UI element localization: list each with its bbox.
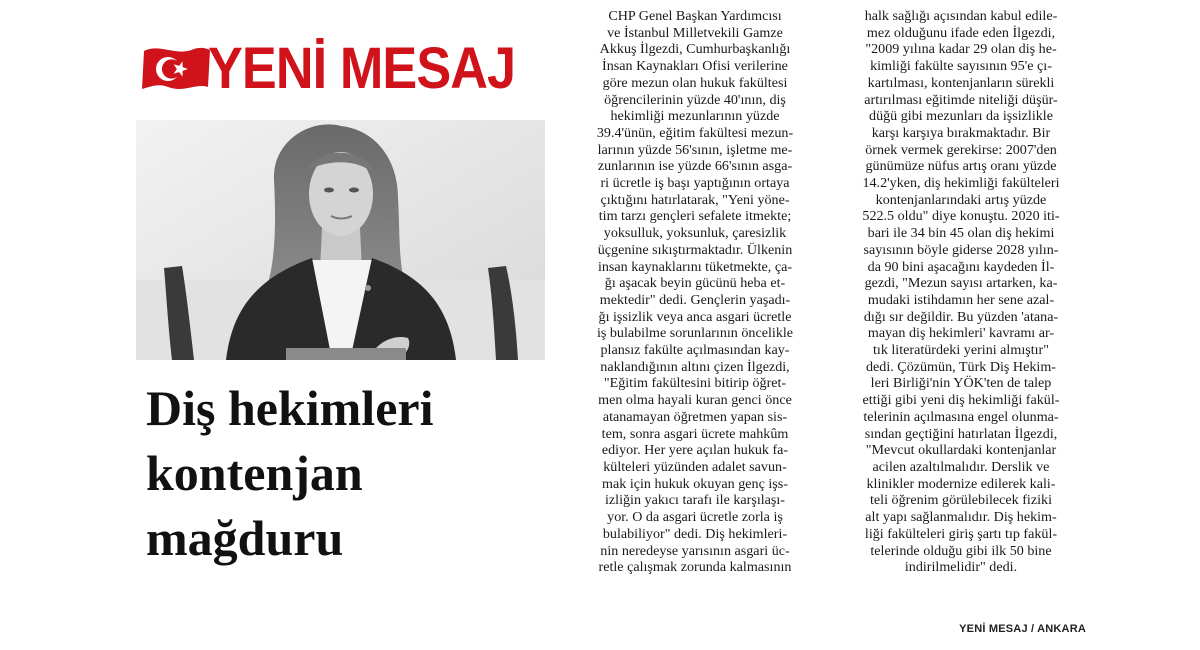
article-column-1 [566,8,824,576]
article-line: zunlarının ise yüzde 66'sının asga- [597,158,793,175]
article-line: külteleri yüzünden adalet savun- [603,458,787,475]
article-photo [136,120,545,360]
article-line: men olma hayali kuran genci önce [598,392,792,409]
article-line: halk sağlığı açısından kabul edile- [864,8,1058,24]
article-line: ettiği gibi yeni diş hekimliği fakül- [862,392,1060,409]
article-line: alt yapı sağlanmalıdır. Diş hekim- [865,509,1057,526]
article-line: örnek vermek gerekirse: 2007'den [865,141,1057,158]
article-line: sayısının böyle giderse 2028 yılın- [863,241,1059,258]
article-line: klinikler modernize edilerek kali- [866,475,1056,492]
article-line: insan kaynaklarını tüketmekte, ça- [597,258,793,275]
article-line: 39.4'ünün, eğitim fakültesi mezun- [596,124,794,141]
article-line: bulabiliyor" dedi. Diş hekimleri- [602,525,788,542]
article-line: ri ücretle iş başı yaptığının ortaya [600,175,790,192]
article-line: ğı işsizlik veya anca asgari ücretle [598,308,792,325]
article-line: bari ile 34 bin 45 olan diş hekimi [867,225,1055,242]
article-line: mak için hukuk okuyan genç işs- [602,475,788,492]
article-line: üçgenine sıkıştırmaktadır. Ülkenin [597,241,793,258]
article-line: gezdi, "Mezun sayısı artarken, ka- [864,275,1058,292]
article-line: indirilmelidir" dedi. [904,559,1018,576]
article-line: öğrencilerinin yüzde 40'ının, diş [604,91,786,108]
article-line: telerinde olduğu gibi ilk 50 bine [870,542,1052,559]
article-line: ediyor. Her yere açılan hukuk fa- [601,442,789,459]
article-line: yor. O da asgari ücretle zorla iş [607,509,783,526]
article-line: liği fakülteleri giriş şartı tıp fakül- [864,525,1058,542]
article-line: ve İstanbul Milletvekili Gamze [607,24,783,41]
newspaper-brand: YENİ MESAJ [208,36,516,101]
headline-line: mağduru [146,510,344,566]
article-line: tim tarzı gençleri sefalete itmekte; [598,208,792,225]
byline: YENİ MESAJ / ANKARA [959,623,1086,635]
article-line: dığı sır değildir. Bu yüzden 'atana- [863,308,1059,325]
article-column-2 [832,8,1090,576]
article-line: 522.5 oldu" diye konuştu. 2020 iti- [862,208,1060,225]
article-line: retle çalışmak zorunda kalmasının [598,559,792,576]
article-line: nin neredeyse yarısının asgari üc- [600,542,790,559]
article-line: tık literatürdeki yerini almıştır" [872,342,1049,359]
article-line: yoksulluk, yoksunluk, çaresizlik [603,225,787,242]
article-line: plansız fakülte açılmasından kay- [600,342,790,359]
article-line: CHP Genel Başkan Yardımcısı [608,8,782,24]
article-line: atanamayan öğretmen yapan sis- [602,408,788,425]
article-line: tem, sonra asgari ücrete mahkûm [601,425,789,442]
headline-line: Diş hekimleri [146,380,434,436]
masthead [138,34,558,104]
article-line: mayan diş hekimleri' kavramı ar- [867,325,1055,342]
article-line: acilen azaltılmalıdır. Derslik ve [872,458,1050,475]
article-line: "2009 yılına kadar 29 olan diş he- [865,41,1057,58]
article-line: mudaki istihdamın her sene azal- [867,291,1055,308]
article-line: karşı karşıya bırakmaktadır. Bir [871,124,1051,141]
article-line: mektedir" dedi. Gençlerin yaşadı- [599,291,791,308]
article-line: leri Birliği'nin YÖK'ten de talep [870,375,1052,392]
article-line: sından geçtiğini hatırlatan İlgezdi, [864,425,1058,442]
article-line: 14.2'yken, diş hekimliği fakülteleri [862,175,1060,192]
headline-line: kontenjan [146,445,363,501]
article-line: hekimliği mezunlarının yüzde [610,108,780,125]
article-line: da 90 bini aşacağını kaydeden İl- [867,258,1055,275]
article-line: naklandığının altını çizen İlgezdi, [600,358,790,375]
article-line: "Mevcut okullardaki kontenjanlar [865,442,1057,459]
article-line: iş bulabilme sorunlarının öncelikle [596,325,794,342]
article-line: kartılması, kontenjanların sürekli [867,74,1055,91]
article-line: larının yüzde 56'sının, işletme me- [597,141,793,158]
article-line: izliğin yakıcı tarafı ile karşılaşı- [604,492,786,509]
article-line: telerinin açılmasına engel olunma- [863,408,1059,425]
article-line: günümüze nüfus artış oranı yüzde [865,158,1057,175]
article-line: "Eğitim fakültesini bitirip öğret- [603,375,787,392]
article-line: Akkuş İlgezdi, Cumhurbaşkanlığı [599,41,791,58]
article-line: kontenjanlarındaki artış yüzde [875,191,1047,208]
article-line: mez olduğunu ifade eden İlgezdi, [866,24,1056,41]
article-line: artırılması eğitimde niteliği düşür- [864,91,1058,108]
article-line: düğü gibi mezunları da işsizlikle [869,108,1053,125]
article-line: ğı aşacak beyin gücünü heba et- [604,275,786,292]
photo-politician-speaking [136,120,545,360]
headline [146,376,546,571]
article-line: göre mezun olan hukuk fakültesi [602,74,788,91]
article-line: çıktığını hatırlatarak, "Yeni yöne- [600,191,790,208]
article-line: teli öğrenim görülebilecek fiziki [870,492,1052,509]
article-line: dedi. Çözümün, Türk Diş Hekim- [866,358,1056,375]
article-line: kimliği fakülte sayısının 95'e çı- [870,58,1052,75]
article-line: İnsan Kaynakları Ofisi verilerine [602,58,788,75]
turkish-flag-icon [138,41,212,97]
